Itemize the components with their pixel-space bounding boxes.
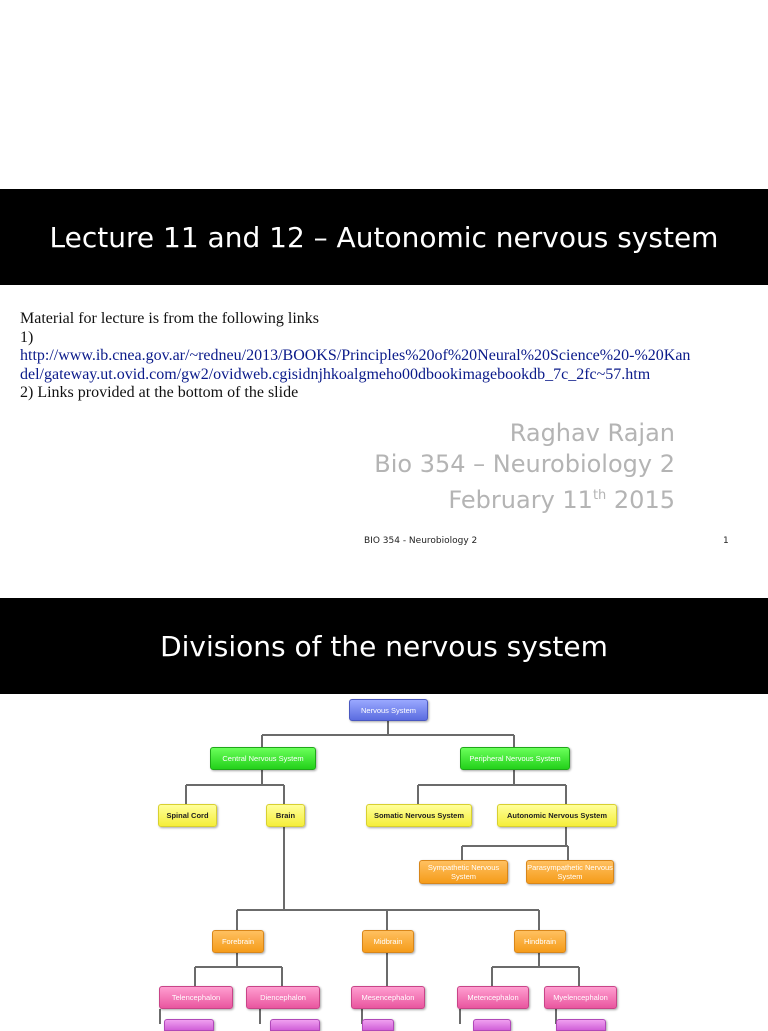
node-somatic-nervous-system: Somatic Nervous System [366,804,472,827]
node-nervous-system: Nervous System [349,699,428,721]
item1-label: 1) [20,328,34,346]
node-metencephalon: Metencephalon [457,986,529,1009]
node-sympathetic-nervous-system: Sympathetic Nervous System [419,860,508,884]
page-number: 1 [723,536,729,546]
material-links [20,310,760,403]
material-intro: Material for lecture is from the following links [20,310,320,327]
node-partial-3 [362,1019,394,1031]
diagram-connectors [150,694,620,1024]
node-central-nervous-system: Central Nervous System [210,747,316,770]
date-main: February 11 [448,486,593,514]
author-name: Raghav Rajan [509,419,675,447]
node-partial-5 [556,1019,606,1031]
author-block [374,418,675,516]
node-hindbrain: Hindbrain [514,930,566,953]
link1-line2[interactable]: del/gateway.ut.ovid.com/gw2/ovidweb.cgisidnjhkoalgmeho00dbookimagebookdb_7c_2fc~57.htm [20,365,651,383]
nervous-system-diagram [150,694,620,1024]
node-spinal-cord: Spinal Cord [158,804,217,827]
slide1-title-bar [0,189,768,285]
slide2-title-bar [0,598,768,694]
node-parasympathetic-nervous-system: Parasympathetic Nervous System [526,860,614,884]
node-autonomic-nervous-system: Autonomic Nervous System [497,804,617,827]
node-telencephalon: Telencephalon [159,986,233,1009]
node-peripheral-nervous-system: Peripheral Nervous System [460,747,570,770]
node-diencephalon: Diencephalon [246,986,320,1009]
node-brain: Brain [266,804,305,827]
link1-line1[interactable]: http://www.ib.cnea.gov.ar/~redneu/2013/BOOKS/Principles%20of%20Neural%20Science%20-%20Kan [20,347,691,364]
date-year: 2015 [606,486,675,514]
node-myelencephalon: Myelencephalon [544,986,617,1009]
course-name: Bio 354 – Neurobiology 2 [374,450,675,478]
date-sup: th [592,488,607,503]
node-mesencephalon: Mesencephalon [351,986,425,1009]
item2: 2) Links provided at the bottom of the slide [20,384,299,401]
node-partial-1 [164,1019,214,1031]
slide2-title: Divisions of the nervous system [160,629,608,663]
node-forebrain: Forebrain [212,930,264,953]
lecture-date [374,480,675,516]
slide1-title: Lecture 11 and 12 – Autonomic nervous system [49,220,719,254]
node-midbrain: Midbrain [362,930,414,953]
footer-course: BIO 354 - Neurobiology 2 [364,536,478,546]
node-partial-2 [270,1019,320,1031]
node-partial-4 [473,1019,511,1031]
